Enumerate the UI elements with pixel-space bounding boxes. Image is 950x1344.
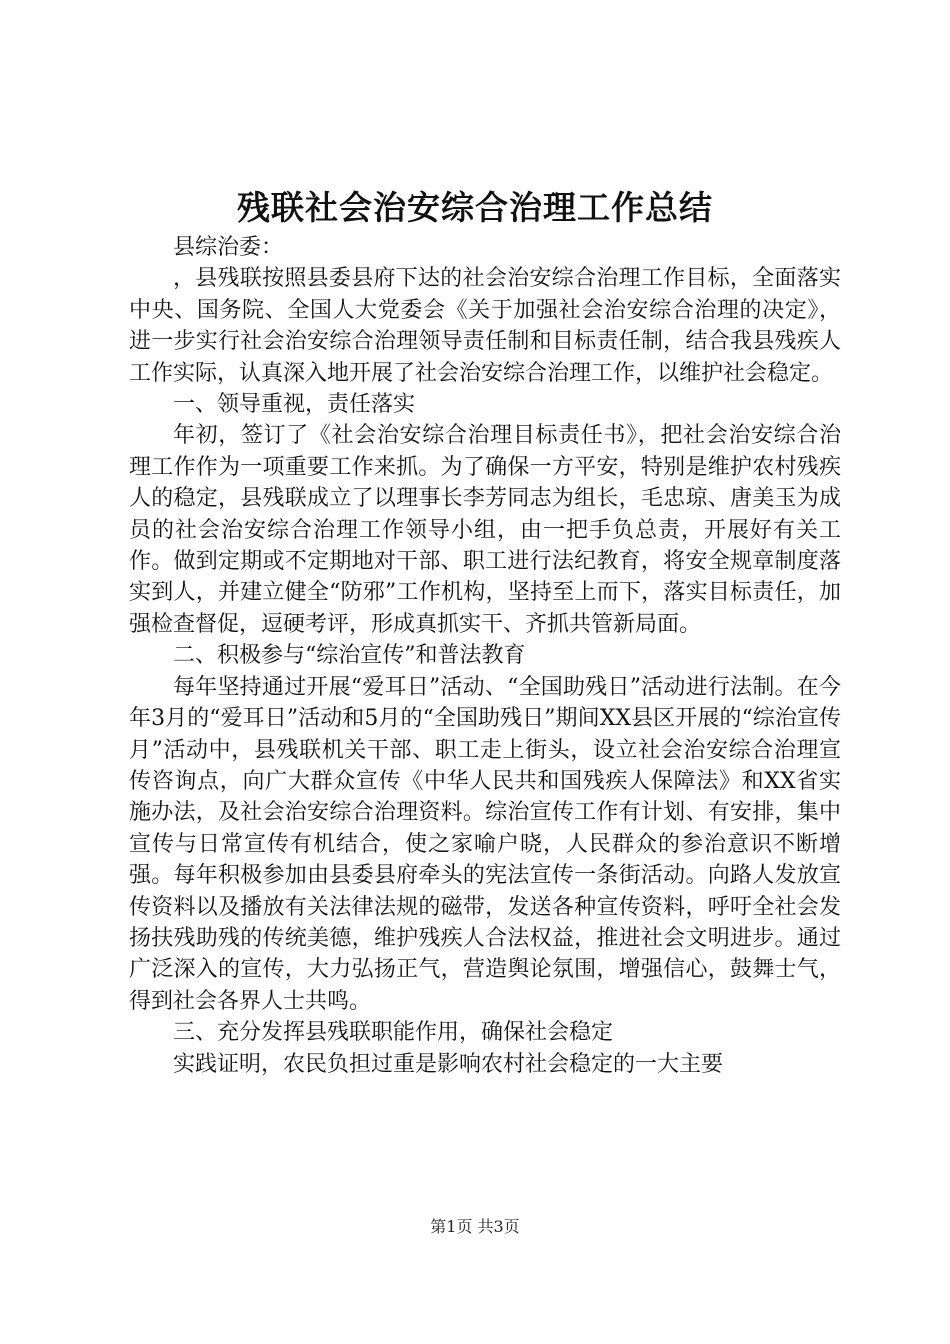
- page-number-footer: 第1页 共3页: [430, 1217, 520, 1236]
- paragraph-section-3: 实践证明，农民负担过重是影响农村社会稳定的一大主要: [173, 1051, 724, 1077]
- document-body: [129, 232, 841, 1080]
- paragraph-section-2: 每年坚持通过开展“爱耳日”活动、“全国助残日”活动进行法制。在今年3月的“爱耳日”活动和5月的“全国助残日”期间XX县区开展的“综治宣传月”活动中，县残联机关干部、职工走上街头，设立社会治安综合治理宣传咨询点，向广大群众宣传《中华人民共和国残疾人保障法》和XX省实施办法，及社会治安综合治理资料。综治宣传工作有计划、有安排，集中宣传与日常宣传有机结合，使之家喻户晓，人民群众的参治意识不断增强。每年积极参加由县委县府牵头的宪法宣传一条街活动。向路人发放宣传资料以及播放有关法律法规的磁带，发送各种宣传资料，呼吁全社会发扬扶残助残的传统美德，维护残疾人合法权益，推进社会文明进步。通过广泛深入的宣传，大力弘扬正气，营造舆论氛围，增强信心，鼓舞士气，得到社会各界人士共鸣。: [129, 674, 841, 1014]
- salutation: 县综治委：: [173, 235, 284, 260]
- paragraph-intro: ，县残联按照县委县府下达的社会治安综合治理工作目标，全面落实中央、国务院、全国人大党委会《关于加强社会治安综合治理的决定》，进一步实行社会治安综合治理领导责任制和目标责任制，结合我县残疾人工作实际，认真深入地开展了社会治安综合治理工作，以维护社会稳定。: [129, 266, 841, 386]
- section-heading-3: 三、充分发挥县残联职能作用，确保社会稳定: [173, 1020, 614, 1046]
- section-heading-1: 一、领导重视，责任落实: [173, 392, 416, 418]
- document-title: 残联社会治安综合治理工作总结: [237, 188, 713, 227]
- section-heading-2: 二、积极参与“综治宣传”和普法教育: [173, 643, 526, 669]
- paragraph-section-1: 年初，签订了《社会治安综合治理目标责任书》，把社会治安综合治理工作作为一项重要工作来抓。为了确保一方平安，特别是维护农村残疾人的稳定，县残联成立了以理事长李芳同志为组长，毛忠琼、唐美玉为成员的社会治安综合治理工作领导小组，由一把手负总责，开展好有关工作。做到定期或不定期地对干部、职工进行法纪教育，将安全规章制度落实到人，并建立健全“防邪”工作机构，坚持至上而下，落实目标责任，加强检查督促，逗硬考评，形成真抓实干、齐抓共管新局面。: [129, 423, 841, 637]
